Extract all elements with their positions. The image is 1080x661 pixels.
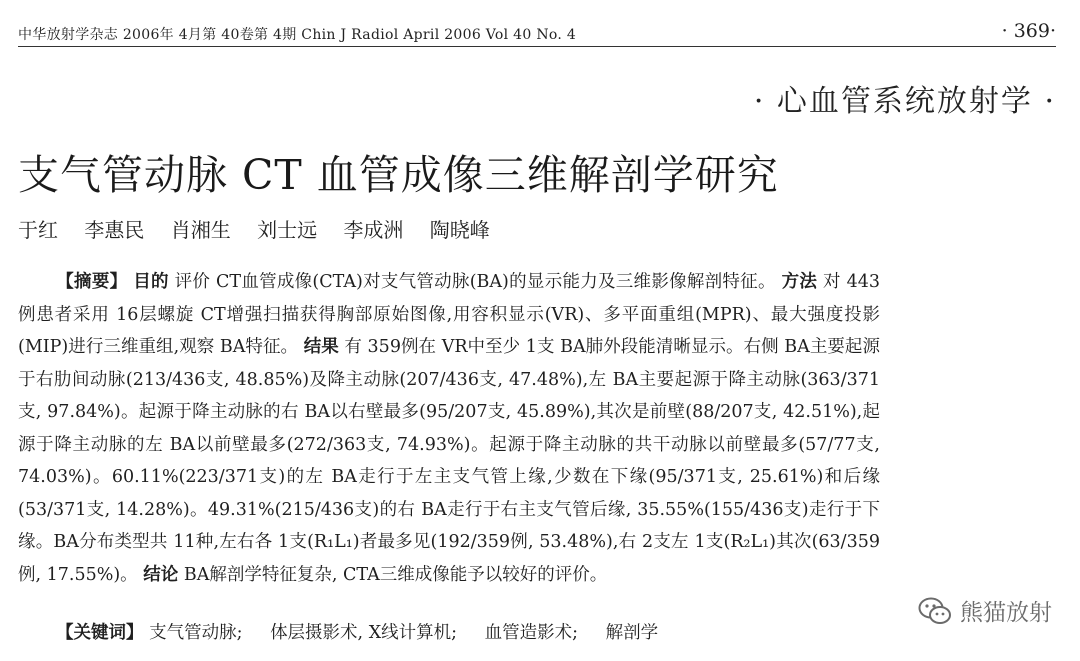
journal-citation: 中华放射学杂志 2006年 4月第 40卷第 4期 Chin J Radiol April 2006 Vol 40 No. 4 — [18, 27, 577, 43]
journal-header — [18, 20, 1056, 46]
page-number: · 369· — [1001, 20, 1056, 42]
article-title: 支气管动脉 CT 血管成像三维解剖学研究 — [18, 151, 779, 199]
methods-label: 方法 — [781, 272, 818, 292]
keyword: 解剖学 — [605, 623, 659, 643]
methods-text: 对 443例患者采用 16层螺旋 CT增强扫描获得胸部原始图像,用容积显示(VR)、多平面重组(MPR)、最大强度投影(MIP)进行三维重组,观察 BA特征。 — [18, 272, 880, 357]
author-list — [18, 214, 510, 243]
author: 陶晓峰 — [429, 218, 490, 242]
author: 李惠民 — [84, 218, 145, 242]
keywords-label: 【关键词】 — [56, 623, 144, 643]
keyword: 支气管动脉; — [149, 623, 243, 643]
keyword: 血管造影术; — [484, 623, 579, 643]
wechat-icon — [918, 596, 952, 626]
watermark-text: 熊猫放射 — [960, 600, 1052, 626]
conclusion-label: 结论 — [143, 564, 179, 585]
results-label: 结果 — [303, 337, 339, 357]
author: 李成洲 — [343, 218, 404, 242]
keyword: 体层摄影术, X线计算机; — [270, 623, 458, 643]
keywords — [56, 620, 886, 646]
author: 刘士远 — [257, 218, 318, 242]
author: 肖湘生 — [170, 218, 231, 242]
watermark — [918, 594, 1052, 627]
conclusion-text: BA解剖学特征复杂, CTA三维成像能予以较好的评价。 — [183, 564, 608, 585]
objective-text: 评价 CT血管成像(CTA)对支气管动脉(BA)的显示能力及三维影像解剖特征。 — [174, 272, 776, 292]
author: 于红 — [18, 218, 58, 242]
objective-label: 目的 — [133, 272, 169, 292]
results-text: 有 359例在 VR中至少 1支 BA肺外段能清晰显示。右侧 BA主要起源于右肋间动脉(213/436支, 48.85%)及降主动脉(207/436支, 47.48%),左 BA主要起源于降主动脉(363/371支, 97.84%)。起源于降主动脉的右 BA以右壁最多(95/207支, 45.89%),其次是前壁(88/207支, 42.51%),起源于降主动脉的左 BA以前壁最多(272/363支, 74.93%)。起源于降主动脉的共干动脉以前壁最多(57/77支, 74.03%)。60.11%(223/371支)的左 BA走行于左主支气管上缘,少数在下缘(95/371支, 25.61%)和后缘(53/371支, 14.28%)。49.31%(215/436支)的右 BA走行于右主支气管后缘, 35.55%(155/436支)走行于下缘。BA分布类型共 11种,左右各 1支(R₁L₁)者最多见(192/359例, 53.48%),右 2支左 1支(R₂L₁)其次(63/359例, 17.55%)。 — [18, 337, 880, 585]
section-title: · 心血管系统放射学 · — [753, 84, 1056, 119]
abstract — [18, 266, 880, 591]
abstract-label: 【摘要】 — [56, 272, 128, 292]
header-rule — [18, 46, 1056, 47]
